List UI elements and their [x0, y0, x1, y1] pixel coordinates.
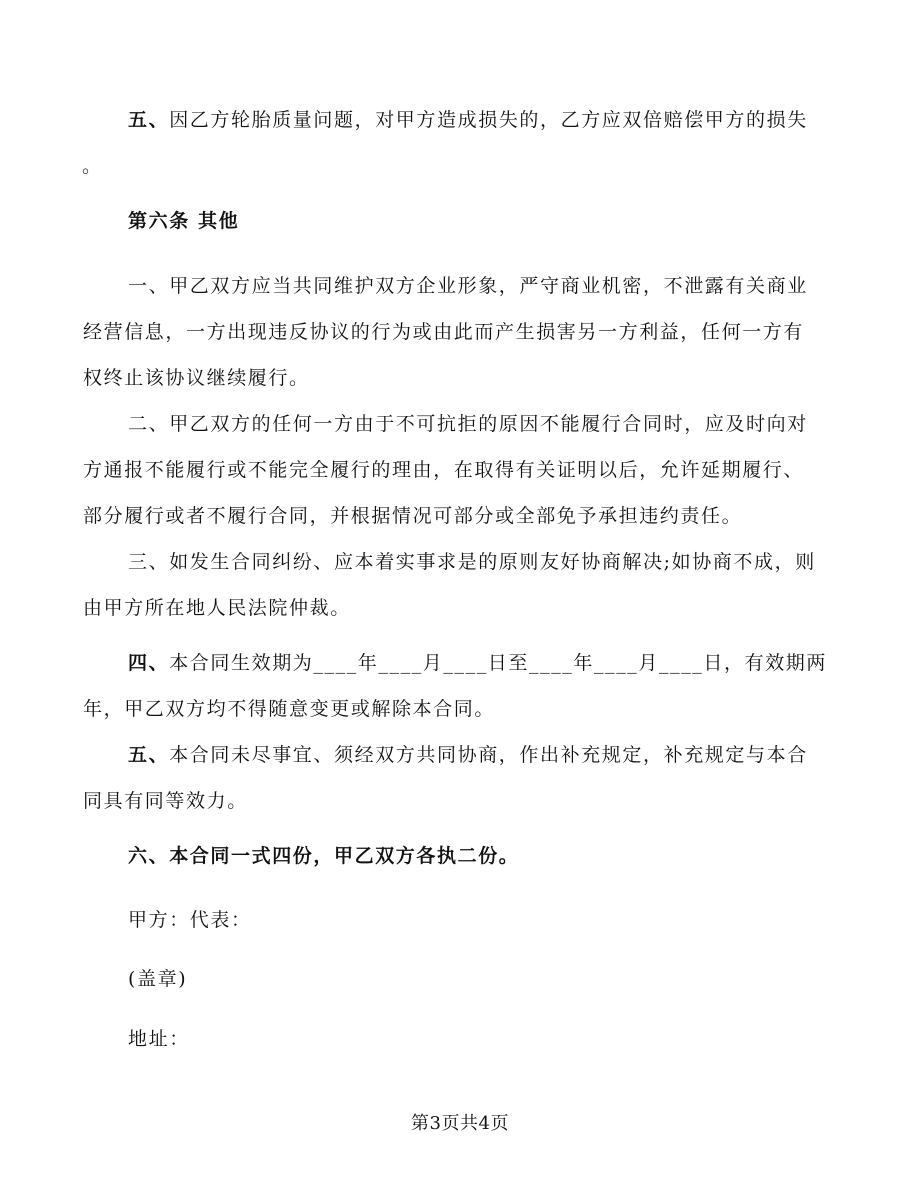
heading-line: 第六条 其他 — [128, 210, 240, 232]
paragraph-line: 三、如发生合同纠纷、应本着实事求是的原则友好协商解决;如协商不成，则 — [128, 551, 816, 573]
seal-label — [128, 956, 828, 1002]
clause-6-4 — [83, 640, 828, 732]
address-label — [128, 1016, 828, 1062]
paragraph-line: 一、甲乙双方应当共同维护双方企业形象，严守商业机密，不泄露有关商业 — [128, 275, 808, 297]
party-a-representative — [128, 897, 828, 943]
clause-ordinal: 四、 — [128, 652, 170, 674]
paragraph-line: 五、本合同未尽事宜、须经双方共同协商，作出补充规定，补充规定与本合 — [128, 744, 808, 766]
paragraph-line: 五、因乙方轮胎质量问题，对甲方造成损失的，乙方应双倍赔偿甲方的损失 — [128, 109, 808, 131]
signature-line: 甲方：代表： — [128, 909, 252, 931]
signature-line: (盖章) — [128, 968, 188, 990]
paragraph-line: 权终止该协议继续履行。 — [83, 367, 310, 389]
article-6-heading — [128, 198, 828, 244]
paragraph-line: 方通报不能履行或不能完全履行的理由，在取得有关证明以后，允许延期履行、 — [83, 459, 805, 481]
paragraph-line: 四、本合同生效期为____年____月____日至____年____月____日，有效期两 — [128, 652, 828, 674]
paragraph-line: 由甲方所在地人民法院仲裁。 — [83, 597, 351, 619]
clause-6-5 — [83, 732, 828, 824]
clause-ordinal: 五、 — [128, 109, 170, 131]
page-number: 第3页共4页 — [411, 1113, 509, 1134]
clause-6-2 — [83, 401, 828, 539]
paragraph-line: 经营信息，一方出现违反协议的行为或由此而产生损害另一方利益，任何一方有 — [83, 321, 805, 343]
clause-6-3 — [83, 539, 828, 631]
paragraph-line: 六、本合同一式四份，甲乙双方各执二份。 — [128, 845, 520, 867]
signature-line: 地址： — [128, 1028, 190, 1050]
paragraph-line: 二、甲乙双方的任何一方由于不可抗拒的原因不能履行合同时，应及时向对 — [128, 413, 808, 435]
paragraph-line: 。 — [82, 155, 103, 177]
clause-6-6 — [128, 833, 828, 879]
clause-5-tire-quality — [82, 97, 828, 189]
clause-ordinal: 五、 — [128, 744, 170, 766]
paragraph-line: 同具有同等效力。 — [83, 790, 248, 812]
paragraph-line: 部分履行或者不履行合同，并根据情况可部分或全部免予承担违约责任。 — [83, 505, 743, 527]
paragraph-line: 年，甲乙双方均不得随意变更或解除本合同。 — [83, 698, 496, 720]
clause-6-1 — [83, 263, 828, 401]
